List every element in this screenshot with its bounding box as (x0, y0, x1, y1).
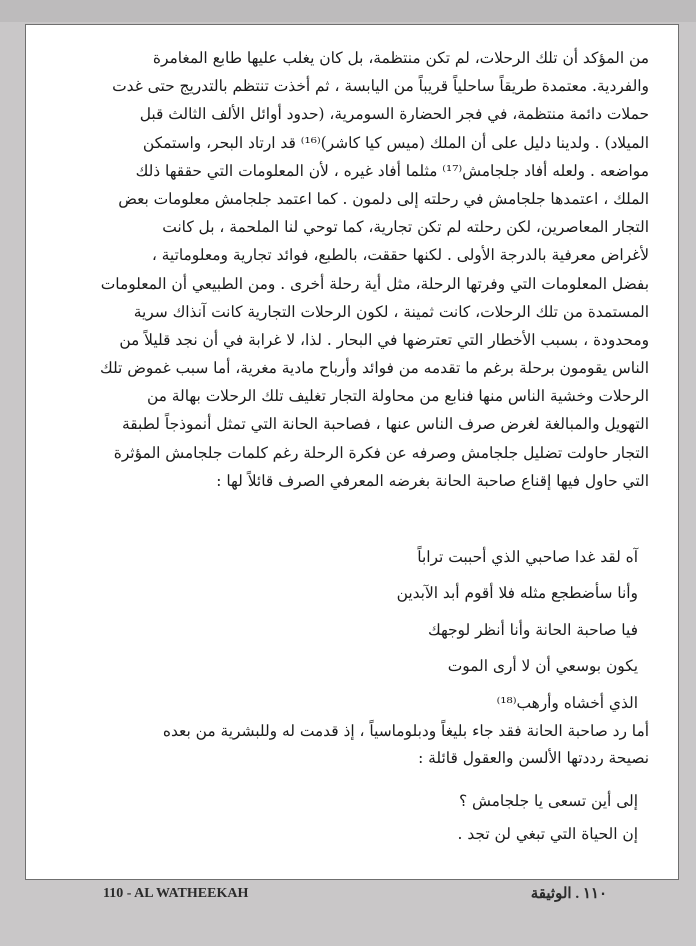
poem-line: وأنا سأضطجع مثله فلا أقوم أبد الآبدين (396, 584, 638, 603)
text-line: التجار حاولت تضليل جلجامش وصرفه عن فكرة الرحلة رغم كلمات جلجامش المؤثرة (113, 443, 649, 462)
poem-line: يكون بوسعي أن لا أرى الموت (447, 657, 638, 676)
paragraph-2 (56, 718, 649, 772)
page-footer (25, 884, 679, 908)
text-line: الناس يقومون برحلة برغم ما تقدمه من فوائد وأرباح مادية مغرية، أما سبب غموض تلك (99, 359, 649, 378)
text-line: نصيحة رددتها الألسن والعقول قائلة : (418, 749, 649, 767)
text-line: الملك ، اعتمدها جلجامش في رحلته إلى دلمون . كما اعتمد جلجامش معلومات بعض (118, 189, 649, 208)
text-line: بفضل المعلومات التي وفرتها الرحلة، مثل أية رحلة أخرى . ومن الطبيعي أن المعلومات (100, 274, 649, 293)
text-line: أما رد صاحبة الحانة فقد جاء بليغاً ودبلوماسياً ، إذ قدمت له وللبشرية من بعده (162, 722, 649, 740)
footer-page-label-arabic: ١١٠ . الوثيقة (530, 886, 607, 902)
poem-verse (78, 539, 638, 721)
text-line: الرحلات وخشية الناس منها فنابع من محاولة التجار تغليف تلك الرحلات بهالة من (146, 387, 649, 406)
text-line: من المؤكد أن تلك الرحلات، لم تكن منتظمة، بل كان يغلب عليها طابع المغامرة (152, 49, 649, 67)
footer-page-label-latin: 110 - AL WATHEEKAH (103, 886, 249, 901)
paragraph-1 (56, 44, 649, 495)
text-line: المستمدة من تلك الرحلات، كانت ثمينة ، لكون الرحلات التجارية كانت آنذاك سرية (133, 302, 649, 321)
poem-line: فيا صاحبة الحانة وأنا أنظر لوجهك (427, 620, 638, 639)
text-line: التجار المعاصرين، لكن رحلته لم تكن تجارية، كما توحي لنا الملحمة ، بل كانت (162, 218, 649, 237)
text-line: حملات دائمة منتظمة، في فجر الحضارة السومرية، (حدود أوائل الألف الثالث قبل (139, 105, 649, 124)
text-line: والفردية. معتمدة طريقاً ساحلياً قريباً من اليابسة ، ثم أخذت تنتظم بالتدريج حتى غدت (112, 77, 649, 96)
verse-line: إلى أين تسعى يا جلجامش ؟ (458, 792, 638, 810)
text-line: ومحدودة ، بسبب الأخطار التي تعترضها في البحار . لذا، لا غرابة في أن نجد قليلاً من (119, 330, 649, 349)
text-line: مواضعه . ولعله أفاد جلجامش⁽¹⁷⁾ مثلما أفاد غيره ، لأن المعلومات التي حققها ذلك (135, 161, 649, 180)
closing-verse (78, 785, 638, 851)
text-line: الميلاد) . ولدينا دليل على أن الملك (ميس كيا كاشر)⁽¹⁶⁾ قد ارتاد البحر، واستمكن (142, 133, 649, 152)
top-edge-strip (0, 0, 696, 22)
poem-line: الذي أخشاه وأرهب⁽¹⁸⁾ (496, 693, 638, 712)
text-line: التهويل والمبالغة لغرض صرف الناس عنها ، فصاحبة الحانة التي تمثل أنموذجاً لطبقة (122, 415, 649, 434)
verse-line: إن الحياة التي تبغي لن تجد . (457, 825, 638, 843)
text-line: التي حاول فيها إقناع صاحبة الحانة بغرضه المعرفي الصرف قائلاً لها : (216, 471, 649, 490)
text-line: لأغراض معرفية بالدرجة الأولى . لكنها حققت، بالطبع، فوائد تجارية ومعلوماتية ، (151, 246, 649, 265)
poem-line: آه لقد غدا صاحبي الذي أحببت تراباً (417, 548, 638, 566)
